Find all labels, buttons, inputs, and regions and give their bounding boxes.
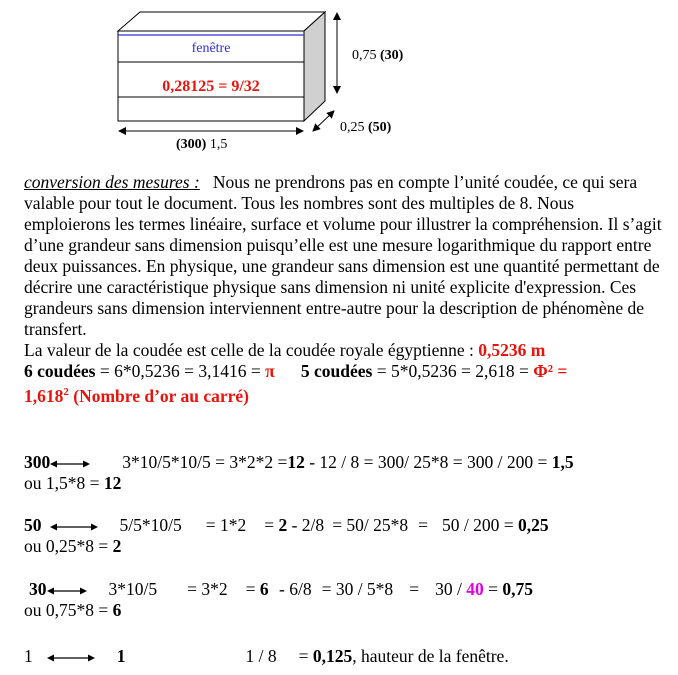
calc-left: 1 bbox=[24, 646, 33, 666]
phi-squared: Φ² = bbox=[533, 361, 568, 381]
golden-number: 1,618$^2$ (Nombre d’or au carré) bbox=[24, 385, 250, 406]
double-arrow-icon bbox=[50, 522, 98, 532]
calc-left: 50 bbox=[24, 515, 42, 535]
calc-row-1: 1 1 1 / 8 = 0,125, hauteur de la fenêtre. bbox=[24, 646, 509, 666]
calc-left: 30 bbox=[29, 579, 47, 599]
pi-symbol: π bbox=[265, 361, 275, 381]
double-arrow-icon bbox=[50, 459, 90, 469]
calc-row-300: 300 3*10/5*10/5 = 3*2*2 =12 - 12 / 8 = 300/ 25*8 = 300 / 200 = 1,5 ou 1,5*8 = 12 bbox=[24, 452, 574, 493]
double-arrow-icon bbox=[47, 653, 95, 663]
box-diagram bbox=[0, 0, 678, 165]
box-top-face bbox=[118, 12, 325, 31]
depth-arrow bbox=[313, 111, 334, 131]
six-expr: = 6*0,5236 = 3,1416 = bbox=[95, 361, 266, 381]
intro-paragraph bbox=[24, 172, 664, 407]
height-label: 0,75 (30) bbox=[352, 48, 404, 63]
calc-row-50: 50 5/5*10/5 = 1*2 = 2 - 2/8 = 50/ 25*8 = 50 / 200 = 0,25 ou 0,25*8 = 2 bbox=[24, 515, 549, 556]
calc-left: 300 bbox=[24, 452, 51, 472]
coudee-value: 0,5236 m bbox=[478, 340, 546, 360]
double-arrow-icon bbox=[47, 586, 87, 596]
section-heading: conversion des mesures : bbox=[24, 172, 200, 192]
calc-row-30: 30 3*10/5 = 3*2 = 6 - 6/8 = 30 / 5*8 = 30 / 40 = 0,75 ou 0,75*8 = 6 bbox=[24, 579, 533, 620]
five-coudees: 5 coudées bbox=[300, 361, 373, 381]
six-coudees: 6 coudées bbox=[24, 361, 96, 381]
width-label: (300) 1,5 bbox=[176, 137, 228, 152]
ratio-label: 0,28125 = 9/32 bbox=[162, 78, 260, 95]
depth-label: 0,25 (50) bbox=[340, 120, 392, 135]
intro-body: Nous ne prendrons pas en compte l’unité coudée, ce qui sera valable pour tout le document. Tous les nombres sont des multiples de 8. Nous emploierons les termes linéaire, surface et volume pour illustrer la compréhension. Il s’agit d’une grandeur sans dimension puisqu’elle est une mesure logarithmique du rapport entre deux puissances. En physique, une grandeur sans dimension est une quantité permettant de décrire une caractéristique physique sans dimension ni unité explicite d'expression. Ces grandeurs sans dimension interviennent entre-autre pour la description de phénomène de transfert. bbox=[24, 172, 662, 339]
five-expr: = 5*0,5236 = 2,618 = bbox=[372, 361, 534, 381]
window-label: fenêtre bbox=[191, 41, 231, 56]
box-side-face bbox=[304, 12, 325, 121]
coudee-intro: La valeur de la coudée est celle de la coudée royale égyptienne : bbox=[24, 340, 479, 360]
